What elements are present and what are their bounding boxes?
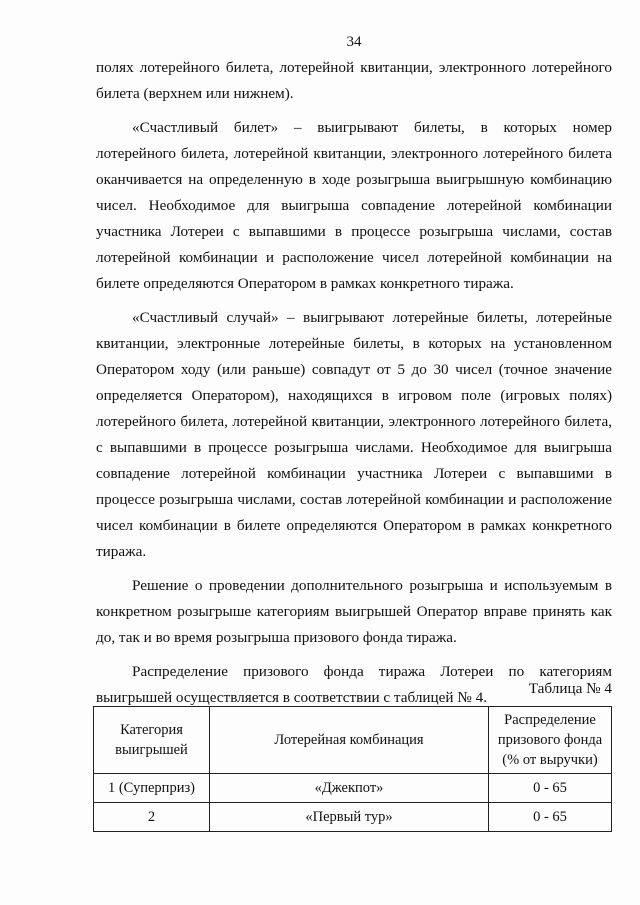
- cell-category: 1 (Суперприз): [94, 774, 210, 803]
- cell-distribution: 0 - 65: [489, 774, 612, 803]
- table-header-row: [94, 707, 612, 774]
- paragraph-prize-distribution: Распределение призового фонда тиража Лотереи по категориям выигрышей осуществляется в соответствии с таблицей № 4.: [96, 663, 612, 706]
- document-body: [96, 55, 612, 719]
- cell-category: 2: [94, 803, 210, 832]
- table-row: [94, 803, 612, 832]
- paragraph-additional-draw: Решение о проведении дополнительного розыгрыша и используемым в конкретном розыгрыше категориям выигрышей Оператор вправе принять как до, так и во время розыгрыша призового фонда тиража.: [96, 577, 612, 646]
- cell-combination: «Первый тур»: [210, 803, 489, 832]
- table-caption: Таблица № 4: [528, 680, 612, 697]
- cell-distribution: 0 - 65: [489, 803, 612, 832]
- header-distribution: Распределение призового фонда (% от выручки): [489, 707, 612, 774]
- prize-distribution-table: [93, 706, 612, 832]
- table-row: [94, 774, 612, 803]
- paragraph-lucky-ticket: «Счастливый билет» – выигрывают билеты, в которых номер лотерейного билета, лотерейной квитанции, электронного лотерейного билета оканчивается на определенную в ходе розыгрыша выигрышную комбинацию чисел. Необходимое для выигрыша совпадение лотерейной комбинации участника Лотереи с выпавшими в процессе розыгрыша числами, состав лотерейной комбинации и расположение чисел лотерейной комбинации на билете определяются Оператором в рамках конкретного тиража.: [96, 119, 612, 292]
- cell-combination: «Джекпот»: [210, 774, 489, 803]
- page-number: 34: [346, 34, 362, 50]
- header-category: Категория выигрышей: [94, 707, 210, 774]
- paragraph-lucky-chance: «Счастливый случай» – выигрывают лотерейные билеты, лотерейные квитанции, электронные лотерейные билеты, в которых на установленном Оператором ходу (или раньше) совпадут от 5 до 30 чисел (точное значение определяется Оператором), находящихся в игровом поле (игровых полях) лотерейного билета, лотерейной квитанции, электронного лотерейного билета, с выпавшими в процессе розыгрыша числами. Необходимое для выигрыша совпадение лотерейной комбинации участника Лотереи с выпавшими в процессе розыгрыша числами, состав лотерейной комбинации и расположение чисел комбинации в билете определяются Оператором в рамках конкретного тиража.: [96, 309, 612, 560]
- header-combination: Лотерейная комбинация: [210, 707, 489, 774]
- paragraph-continuation: полях лотерейного билета, лотерейной квитанции, электронного лотерейного билета (верхнем или нижнем).: [96, 59, 612, 102]
